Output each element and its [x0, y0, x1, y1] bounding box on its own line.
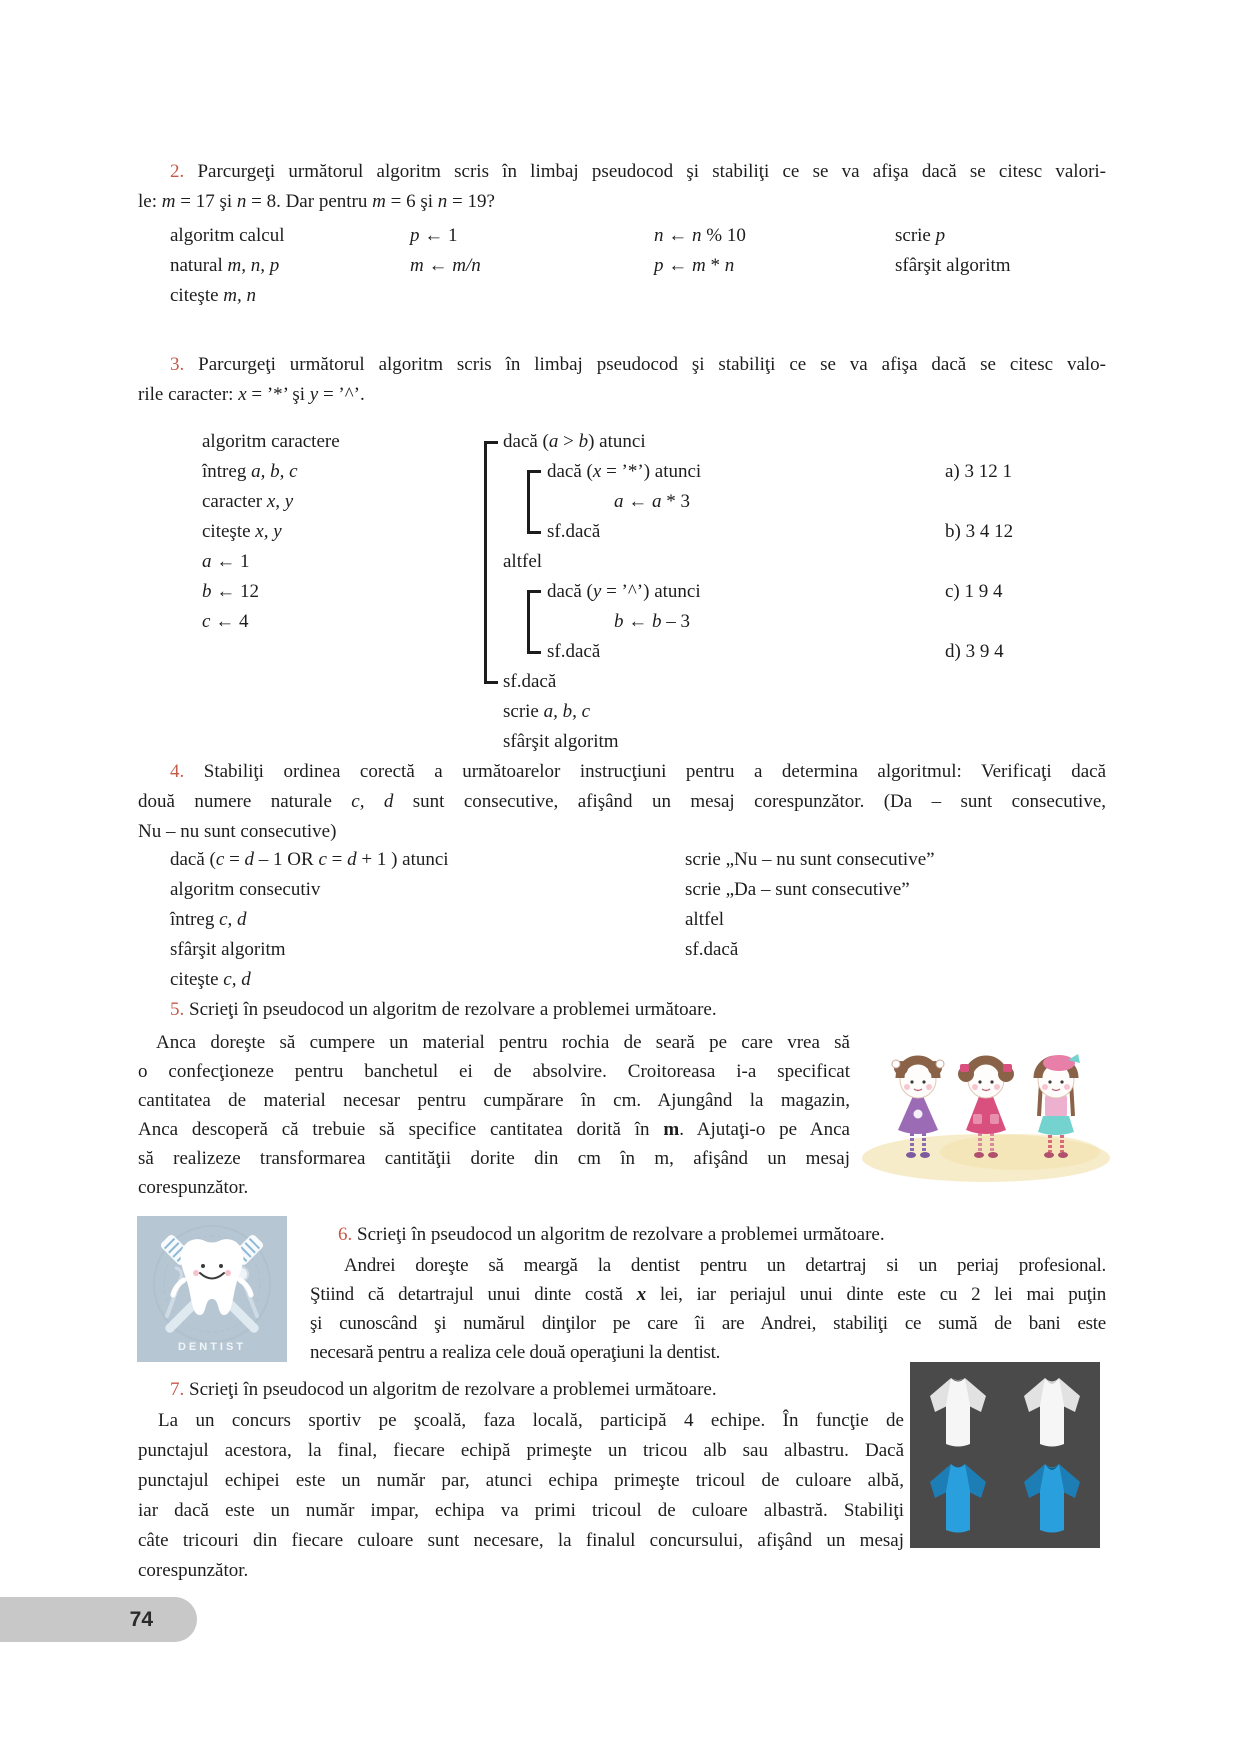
paragraph-line: şi cunoscând şi numărul dinţilor pe care îi are Andrei, stabiliţi ce sumă de bani este	[310, 1313, 1106, 1334]
pseudocode-line: p ← 1	[410, 225, 458, 246]
pseudocode-line: n ← n % 10	[654, 225, 746, 246]
statement-line: 2. Parcurgeţi următorul algoritm scris în limbaj pseudocod şi stabiliţi ce se va afişa dacă se citesc valori-	[170, 161, 1106, 182]
pseudocode-line: b ← 12	[202, 581, 259, 602]
problem-7-text	[138, 1406, 904, 1586]
problem-3-declarations	[202, 427, 340, 637]
pseudocode-line: citeşte m, n	[170, 285, 257, 306]
tshirts-illustration	[910, 1362, 1100, 1548]
paragraph-line: iar dacă este un număr impar, echipa va primi tricoul de culoare albastră. Stabiliţi	[138, 1500, 904, 1521]
pseudocode-line: sf.dacă	[503, 671, 557, 692]
paragraph-line: cantitatea de material necesar pentru cumpărare în cm. Ajungând la magazin,	[138, 1090, 850, 1111]
pseudocode-line: sfârşit algoritm	[503, 731, 619, 752]
pseudocode-line: altfel	[503, 551, 543, 572]
paragraph-line: corespunzător.	[138, 1560, 249, 1581]
pseudocode-line: m ← m/n	[410, 255, 481, 276]
paragraph-line: necesară pentru a realiza cele două operaţiuni la dentist.	[310, 1342, 721, 1363]
pseudocode-line: b ← b – 3	[614, 611, 690, 632]
pseudocode-line: scrie „Da – sunt consecutive”	[685, 879, 910, 900]
pseudocode-line: algoritm caractere	[202, 431, 340, 452]
page-number-tab	[0, 1597, 197, 1642]
pseudocode-line: dacă (y = ’^’) atunci	[547, 581, 701, 602]
problem-2-code-column-1	[170, 221, 284, 311]
pseudocode-line: algoritm consecutiv	[170, 879, 321, 900]
if-bracket-inner-1	[527, 470, 530, 534]
pseudocode-line: sfârşit algoritm	[895, 255, 1011, 276]
pseudocode-line: citeşte c, d	[170, 969, 251, 990]
answer-option: a) 3 12 1	[945, 461, 1013, 482]
paragraph-line: corespunzător.	[138, 1177, 249, 1198]
pseudocode-line: p ← m * n	[654, 255, 735, 276]
paragraph-line: Andrei doreşte să meargă la dentist pentru un detartraj si un periaj profesional.	[344, 1255, 1106, 1276]
paragraph-line: punctajul echipei este un număr par, atunci echipa primeşte tricoul de culoare albă,	[138, 1470, 904, 1491]
problem-4-instructions-right	[685, 845, 935, 965]
problem-4-statement	[138, 757, 1106, 847]
statement-line: două numere naturale c, d sunt consecutive, afişând un mesaj corespunzător. (Da – sunt consecutive,	[138, 791, 1107, 812]
pseudocode-line: algoritm calcul	[170, 225, 285, 246]
if-bracket-inner-2	[527, 590, 530, 654]
page-number: 74	[129, 1607, 153, 1631]
answer-option: d) 3 9 4	[945, 641, 1004, 662]
pseudocode-line: întreg c, d	[170, 909, 247, 930]
problem-6-heading: 6. Scrieţi în pseudocod un algoritm de rezolvare a problemei următoare.	[338, 1224, 885, 1245]
pseudocode-line: sfârşit algoritm	[170, 939, 286, 960]
pseudocode-line: c ← 4	[202, 611, 249, 632]
problem-2-code-column-2	[410, 221, 481, 281]
pseudocode-line: sf.dacă	[685, 939, 739, 960]
pseudocode-line: sf.dacă	[547, 521, 601, 542]
problem-6-text	[310, 1251, 1106, 1367]
pseudocode-line: citeşte x, y	[202, 521, 282, 542]
pseudocode-line: a ← 1	[202, 551, 250, 572]
paragraph-line: Anca descoperă că trebuie să specifice cantitatea dorită în m. Ajutaţi-o pe Anca	[138, 1119, 850, 1140]
problem-7-heading: 7. Scrieţi în pseudocod un algoritm de rezolvare a problemei următoare.	[170, 1379, 717, 1400]
pseudocode-line: dacă (x = ’*’) atunci	[547, 461, 702, 482]
pseudocode-line: natural m, n, p	[170, 255, 280, 276]
statement-line: le: m = 17 şi n = 8. Dar pentru m = 6 şi n = 19?	[138, 191, 495, 212]
answer-option: c) 1 9 4	[945, 581, 1003, 602]
problem-2-code-column-4	[895, 221, 1011, 281]
pseudocode-line: sf.dacă	[547, 641, 601, 662]
three-girls-illustration	[860, 1028, 1112, 1186]
problem-2-statement	[138, 157, 1106, 217]
pseudocode-line: scrie p	[895, 225, 946, 246]
statement-line: rile caracter: x = ’*’ şi y = ’^’.	[138, 384, 365, 405]
paragraph-line: câte tricouri din fiecare culoare sunt necesare, la finalul concursului, afişând un mesaj	[138, 1530, 904, 1551]
pseudocode-line: dacă (a > b) atunci	[503, 431, 646, 452]
paragraph-line: să realizeze transformarea cantităţii dorite din cm în m, afişând un mesaj	[138, 1148, 850, 1169]
statement-line: Nu – nu sunt consecutive)	[138, 821, 337, 842]
paragraph-line: Ştiind că detartrajul unui dinte costă x lei, iar periajul unui dinte este cu 2 lei mai puţin	[310, 1284, 1106, 1305]
problem-2-code-column-3	[654, 221, 746, 281]
answer-option: b) 3 4 12	[945, 521, 1014, 542]
pseudocode-line: dacă (c = d – 1 OR c = d + 1 ) atunci	[170, 849, 449, 870]
pseudocode-line: scrie „Nu – nu sunt consecutive”	[685, 849, 935, 870]
statement-line: 3. Parcurgeţi următorul algoritm scris în limbaj pseudocod şi stabiliţi ce se va afişa dacă se citesc valo-	[170, 354, 1106, 375]
problem-5-text	[138, 1028, 850, 1202]
problem-4-instructions-left	[170, 845, 449, 995]
pseudocode-line: altfel	[685, 909, 725, 930]
if-else-bracket-outer	[484, 441, 487, 684]
pseudocode-line: caracter x, y	[202, 491, 294, 512]
paragraph-line: Anca doreşte să cumpere un material pentru rochia de seară pe care vrea să	[156, 1032, 850, 1053]
pseudocode-line: a ← a * 3	[614, 491, 690, 512]
dentist-illustration	[137, 1216, 287, 1362]
paragraph-line: o confecţioneze pentru banchetul ei de absolvire. Croitoreasa i-a specificat	[138, 1061, 850, 1082]
problem-3-answer-options	[945, 427, 1013, 697]
paragraph-line: punctajul acestora, la final, fiecare echipă primeşte un tricou alb sau albastru. Dacă	[138, 1440, 904, 1461]
paragraph-line: La un concurs sportiv pe şcoală, faza locală, participă 4 echipe. În funcţie de	[158, 1410, 904, 1431]
statement-line: 4. Stabiliţi ordinea corectă a următoarelor instrucţiuni pentru a determina algoritmul: Verificaţi dacă	[170, 761, 1106, 782]
problem-5-heading: 5. Scrieţi în pseudocod un algoritm de rezolvare a problemei următoare.	[170, 999, 717, 1020]
pseudocode-line: scrie a, b, c	[503, 701, 591, 722]
pseudocode-line: întreg a, b, c	[202, 461, 298, 482]
dentist-caption: DENTIST	[177, 1341, 247, 1353]
problem-3-statement	[138, 350, 1106, 410]
